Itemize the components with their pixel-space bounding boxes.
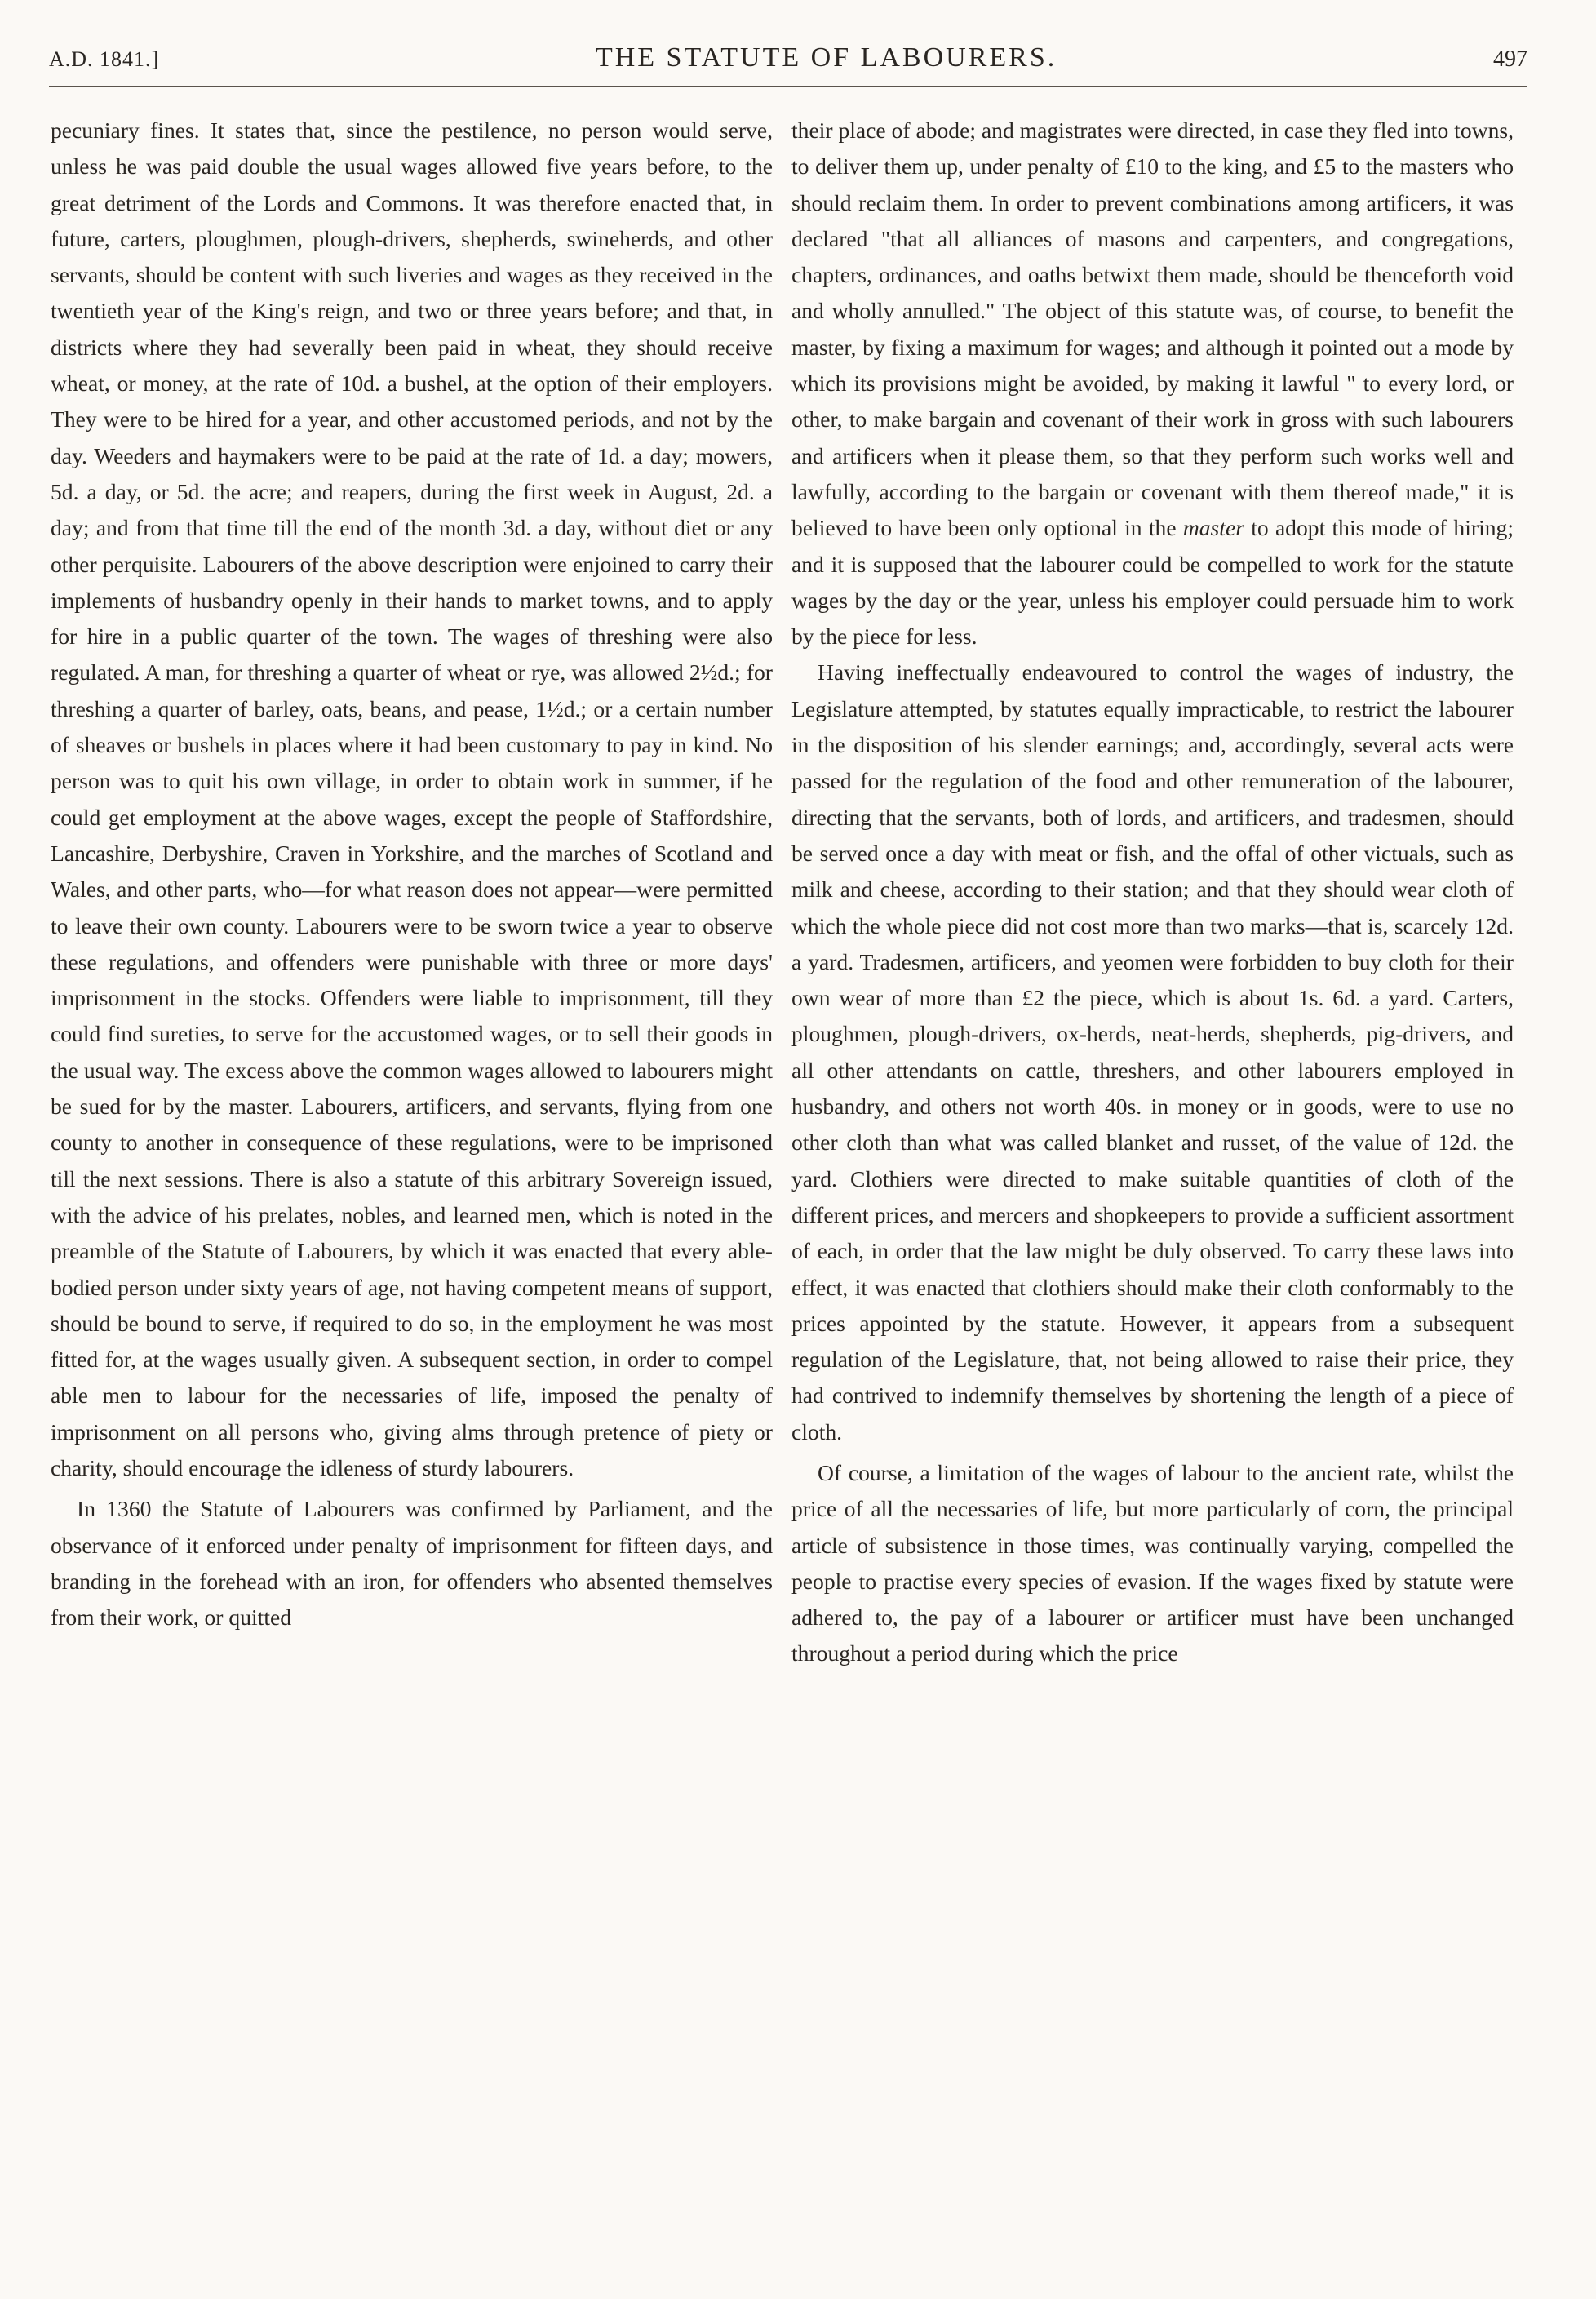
right-paragraph-3: Of course, a limitation of the wages of labour to the ancient rate, whilst the price of all the necessaries of life, but more particularly of corn, the principal article of subsistence in those times, was continually varying, compelled the people to practise every species of evasion. If the wages fixed by statute were adhered to, the pay of a labourer or artificer must have been unchanged throughout a period during which the price <box>791 1459 1514 1667</box>
left-column <box>51 113 773 1635</box>
header-title: THE STATUTE OF LABOURERS. <box>595 42 1057 73</box>
header-date: A.D. 1841.] <box>49 47 160 71</box>
right-column <box>791 113 1514 1672</box>
left-paragraph-2: In 1360 the Statute of Labourers was confirmed by Parliament, and the observance of it enforced under penalty of imprisonment for fifteen days, and branding in the forehead with an iron, for offenders who absented themselves from their work, or quitted <box>51 1496 773 1631</box>
right-paragraph-2: Having ineffectually endeavoured to control the wages of industry, the Legislature attempted, by statutes equally impracticable, to restrict the labourer in the disposition of his slender earnings; and, accordingly, several acts were passed for the regulation of the food and other remuneration of the labourer, directing that the servants, both of lords, and artificers, and tradesmen, should be served once a day with meat or fish, and the offal of other victuals, such as milk and cheese, according to their station; and that they should wear cloth of which the whole piece did not cost more than two marks—that is, scarcely 12d. a yard. Tradesmen, artificers, and yeomen were forbidden to buy cloth for their own wear of more than £2 the piece, which is about 1s. 6d. a yard. Carters, ploughmen, plough-drivers, ox-herds, neat-herds, shepherds, pig-drivers, and all other attendants on cattle, threshers, and other labourers employed in husbandry, and others not worth 40s. in money or in goods, were to use no other cloth than what was called blanket and russet, of the value of 12d. the yard. Clothiers were directed to make suitable quantities of cloth of the different prices, and mercers and shopkeepers to provide a sufficient assortment of each, in order that the law might be duly observed. To carry these laws into effect, it was enacted that clothiers should make their cloth conformably to the prices appointed by the statute. However, it appears from a subsequent regulation of the Legislature, that, not being allowed to raise their price, they had contrived to indemnify themselves by shortening the length of a piece of cloth. <box>791 659 1514 1445</box>
page-number: 497 <box>1492 47 1527 72</box>
right-paragraph-1 <box>791 113 1514 655</box>
right-paragraph-1-italic: master <box>1182 515 1244 541</box>
running-header <box>49 42 1527 83</box>
right-paragraph-1-text-a: their place of abode; and magistrates were directed, in case they fled into towns, to deliver them up, under penalty of £10 to the king, and £5 to the masters who should reclaim them. In order to prevent combinations among artificers, it was declared "that all alliances of masons and carpenters, and congregations, chapters, ordinances, and oaths betwixt them made, should be thenceforth void and wholly annulled." The object of this statute was, of course, to benefit the master, by fixing a maximum for wages; and although it pointed out a mode by which its provisions might be avoided, by making it lawful " to every lord, or other, to make bargain and covenant of their work in gross with such labourers and artificers when it please them, so that they perform such works well and lawfully, according to the bargain or covenant with them thereof made," it is believed to have been only optional in the <box>791 118 1514 541</box>
header-rule <box>49 86 1527 87</box>
left-paragraph-1: pecuniary fines. It states that, since the pestilence, no person would serve, unless he was paid double the usual wages allowed five years before, to the great detriment of the Lords and Commons. It was therefore enacted that, in future, carters, ploughmen, plough-drivers, shepherds, swineherds, and other servants, should be content with such liveries and wages as they received in the twentieth year of the King's reign, and two or three years before; and that, in districts where they had severally been paid in wheat, they should receive wheat, or money, at the rate of 10d. a bushel, at the option of their employers. They were to be hired for a year, and other accustomed periods, and not by the day. Weeders and haymakers were to be paid at the rate of 1d. a day; mowers, 5d. a day, or 5d. the acre; and reapers, during the first week in August, 2d. a day; and from that time till the end of the month 3d. a day, without diet or any other perquisite. Labourers of the above description were enjoined to carry their implements of husbandry openly in their hands to market towns, and to apply for hire in a public quarter of the town. The wages of threshing were also regulated. A man, for threshing a quarter of wheat or rye, was allowed 2½d.; for threshing a quarter of barley, oats, beans, and pease, 1½d.; or a certain number of sheaves or bushels in places where it had been customary to pay in kind. No person was to quit his own village, in order to obtain work in summer, if he could get employment at the above wages, except the people of Staffordshire, Lancashire, Derbyshire, Craven in Yorkshire, and the marches of Scotland and Wales, and other parts, who—for what reason does not appear—were permitted to leave their own county. Labourers were to be sworn twice a year to observe these regulations, and offenders were punishable with three or more days' imprisonment in the stocks. Offenders were liable to imprisonment, till they could find sureties, to serve for the accustomed wages, or to sell their goods in the usual way. The excess above the common wages allowed to labourers might be sued for by the master. Labourers, artificers, and servants, flying from one county to another in consequence of these regulations, were to be imprisoned till the next sessions. There is also a statute of this arbitrary Sovereign issued, with the advice of his prelates, nobles, and learned men, which is noted in the preamble of the Statute of Labourers, by which it was enacted that every able-bodied person under sixty years of age, not having competent means of support, should be bound to serve, if required to do so, in the employment he was most fitted for, at the wages usually given. A subsequent section, in order to compel able men to labour for the necessaries of life, imposed the penalty of imprisonment on all persons who, giving alms through pretence of piety or charity, should encourage the idleness of sturdy labourers. <box>51 118 773 1480</box>
right-paragraph-1-text-b: to adopt this mode of hiring; and it is supposed that the labourer could be compelled to work for the statute wages by the day or the year, unless his employer could persuade him to work by the piece for less. <box>791 515 1514 650</box>
